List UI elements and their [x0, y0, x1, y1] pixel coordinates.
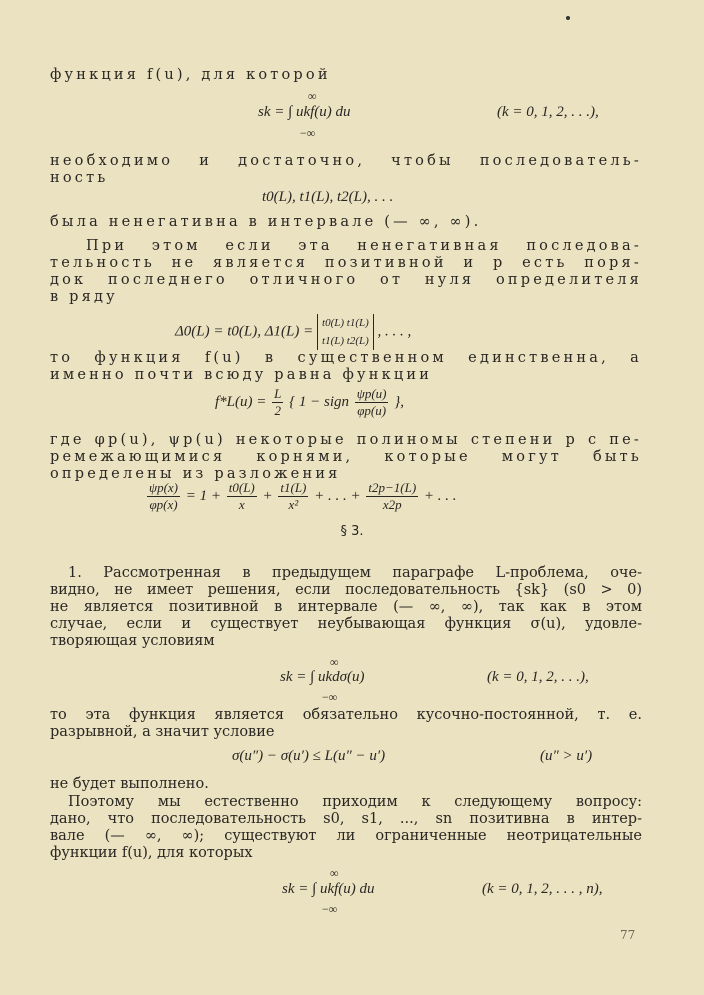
text-line: Поэтому мы естественно приходим к следующему вопросу: [68, 794, 642, 810]
text-line: именно почти всюду равна функции [50, 367, 433, 383]
scan-speck [566, 16, 570, 20]
text-line: была ненегативна в интервале (— ∞, ∞). [50, 214, 482, 230]
fraction-denominator: 2 [274, 403, 281, 418]
determinant-end: , . . . , [377, 323, 412, 340]
text-line: 1. Рассмотренная в предыдущем параграфе L-проблема, оче- [68, 565, 642, 581]
fraction-numerator: t0(L) [228, 480, 255, 495]
text-line: док последнего отличного от нуля определителя [50, 272, 642, 288]
determinant-formula [175, 314, 411, 350]
text-line: то функция f(u) в существенном единственна, а [50, 350, 642, 366]
formula-label: (k = 0, 1, 2, . . .), [497, 104, 599, 120]
text-line: тельность не является позитивной и p есть поря- [50, 255, 642, 271]
text-line: ремежающимися корнями, которые могут быть [50, 449, 642, 465]
text-line: ность [50, 170, 109, 186]
formula-label: (k = 0, 1, 2, . . .), [487, 669, 589, 685]
determinant-row: t0(L) t1(L) [322, 317, 369, 329]
integral-upper-limit: ∞ [308, 89, 317, 103]
fL-sign: { 1 − sign [289, 393, 349, 410]
text-line: творяющая условиям [50, 633, 215, 649]
text-line: При этом если эта ненегативная последова- [86, 238, 642, 254]
fL-end: }, [394, 393, 404, 410]
fraction-denominator: x² [288, 497, 299, 512]
text-line: необходимо и достаточно, чтобы последователь- [50, 153, 642, 169]
expansion-formula [145, 480, 457, 513]
fraction-denominator: x [238, 497, 245, 512]
text-line: где φp(u), ψp(u) некоторые полиномы степени p с пе- [50, 432, 642, 448]
fL-formula [215, 386, 404, 419]
fraction-numerator: ψp(x) [149, 480, 179, 495]
text-line: функция f(u), для которой [50, 67, 331, 83]
fL-left: f*L(u) = [215, 393, 267, 410]
formula-label: (k = 0, 1, 2, . . . , n), [482, 881, 603, 897]
moment-formula-n: sk = ∫ ukf(u) du [282, 881, 375, 897]
stieltjes-formula: sk = ∫ ukdσ(u) [280, 669, 365, 685]
text-line: то эта функция является обязательно кусочно-постоянной, т. е. [50, 707, 642, 723]
fraction-numerator: ψp(u) [356, 386, 387, 401]
determinant-row: t1(L) t2(L) [322, 335, 369, 347]
lipschitz-condition: σ(u″) − σ(u′) ≤ L(u″ − u′) [232, 748, 386, 764]
text-line: в ряду [50, 289, 118, 305]
page-number: 77 [620, 928, 636, 942]
integral-upper-limit: ∞ [330, 866, 339, 880]
text-line: функции f(u), для которых [50, 845, 253, 861]
text-line: дано, что последовательность s0, s1, ..., sn позитивна в интер- [50, 811, 642, 827]
text-line: не будет выполнено. [50, 776, 209, 792]
fraction-denominator: φp(x) [149, 497, 178, 512]
integral-upper-limit: ∞ [330, 655, 339, 669]
plus-dots: + . . . + [314, 487, 361, 504]
text-line: видно, не имеет решения, если последовательность {sk} (s0 > 0) [50, 582, 642, 598]
sequence-formula: t0(L), t1(L), t2(L), . . . [262, 189, 394, 205]
text-line: не является позитивной в интервале (— ∞, ∞), так как в этом [50, 599, 642, 615]
plus-tail: + . . . [423, 487, 457, 504]
fraction-numerator: t2p−1(L) [368, 480, 417, 495]
fraction-numerator: L [274, 386, 282, 401]
integral-lower-limit: −∞ [300, 126, 316, 140]
text-line: случае, если и существует неубывающая функция σ(u), удовле- [50, 616, 642, 632]
integral-lower-limit: −∞ [322, 690, 338, 704]
determinant-left: Δ0(L) = t0(L), Δ1(L) = [175, 323, 314, 340]
plus: + [262, 487, 273, 504]
fraction-numerator: t1(L) [280, 480, 307, 495]
fraction-denominator: φp(u) [357, 403, 387, 418]
text-line: вале (— ∞, ∞); существуют ли ограниченные неотрицательные [50, 828, 642, 844]
text-line: разрывной, а значит условие [50, 724, 275, 740]
section-heading: § 3. [340, 524, 364, 539]
fraction-denominator: x2p [382, 497, 402, 512]
formula-label: (u″ > u′) [540, 748, 593, 764]
moment-formula: sk = ∫ ukf(u) du [258, 104, 351, 120]
integral-lower-limit: −∞ [322, 902, 338, 916]
expansion-one: = 1 + [185, 487, 222, 504]
text-line: определены из разложения [50, 466, 341, 482]
